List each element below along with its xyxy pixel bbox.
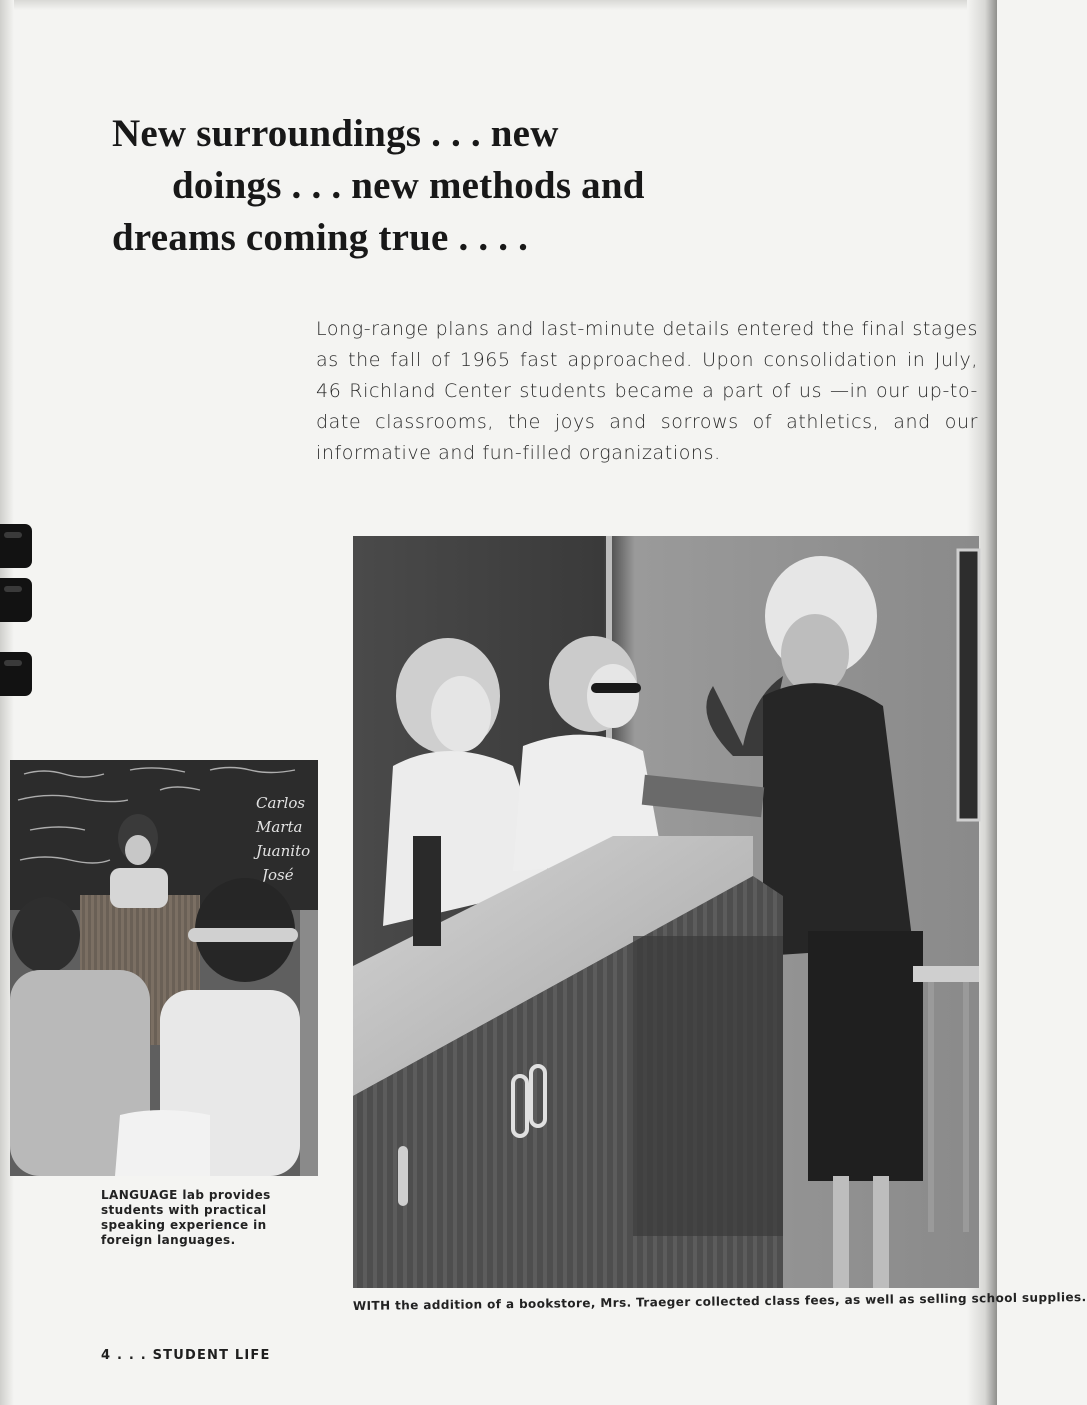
- intro-paragraph: Long-range plans and last-minute details entered the final stages as the fall of 1965 fast approached. Upon consolidation in July, 46 Richland Center students became a part of us —in our up-to-date classrooms, the joys and sorrows of athletics, and our informative and fun-filled organizations.: [316, 318, 978, 464]
- headline-line-3: dreams coming true . . . .: [112, 216, 529, 259]
- page-left-shadow: [0, 0, 14, 1405]
- headline-line-2: doings . . . new methods and: [172, 164, 645, 207]
- headline-line-1: New surroundings . . . new: [112, 112, 559, 155]
- binder-ring-1: [0, 524, 32, 568]
- chalk-word-juanito: Juanito: [256, 842, 311, 860]
- bookstore-photo: [353, 536, 979, 1288]
- language-lab-photo: [10, 760, 318, 1176]
- binder-ring-3: [0, 652, 32, 696]
- page-top-shadow: [0, 0, 997, 10]
- page-headline: [112, 108, 645, 264]
- chalk-word-marta: Marta: [256, 818, 303, 836]
- page-folio: 4 . . . STUDENT LIFE: [101, 1348, 271, 1363]
- bookstore-caption: WITH the addition of a bookstore, Mrs. Traeger collected class fees, as well as selling school supplies.: [352, 1290, 1087, 1313]
- binder-ring-2: [0, 578, 32, 622]
- chalk-word-jose: José: [262, 866, 294, 884]
- language-lab-caption: LANGUAGE lab provides students with practical speaking experience in foreign languages.: [101, 1188, 271, 1247]
- chalk-word-carlos: Carlos: [256, 794, 306, 812]
